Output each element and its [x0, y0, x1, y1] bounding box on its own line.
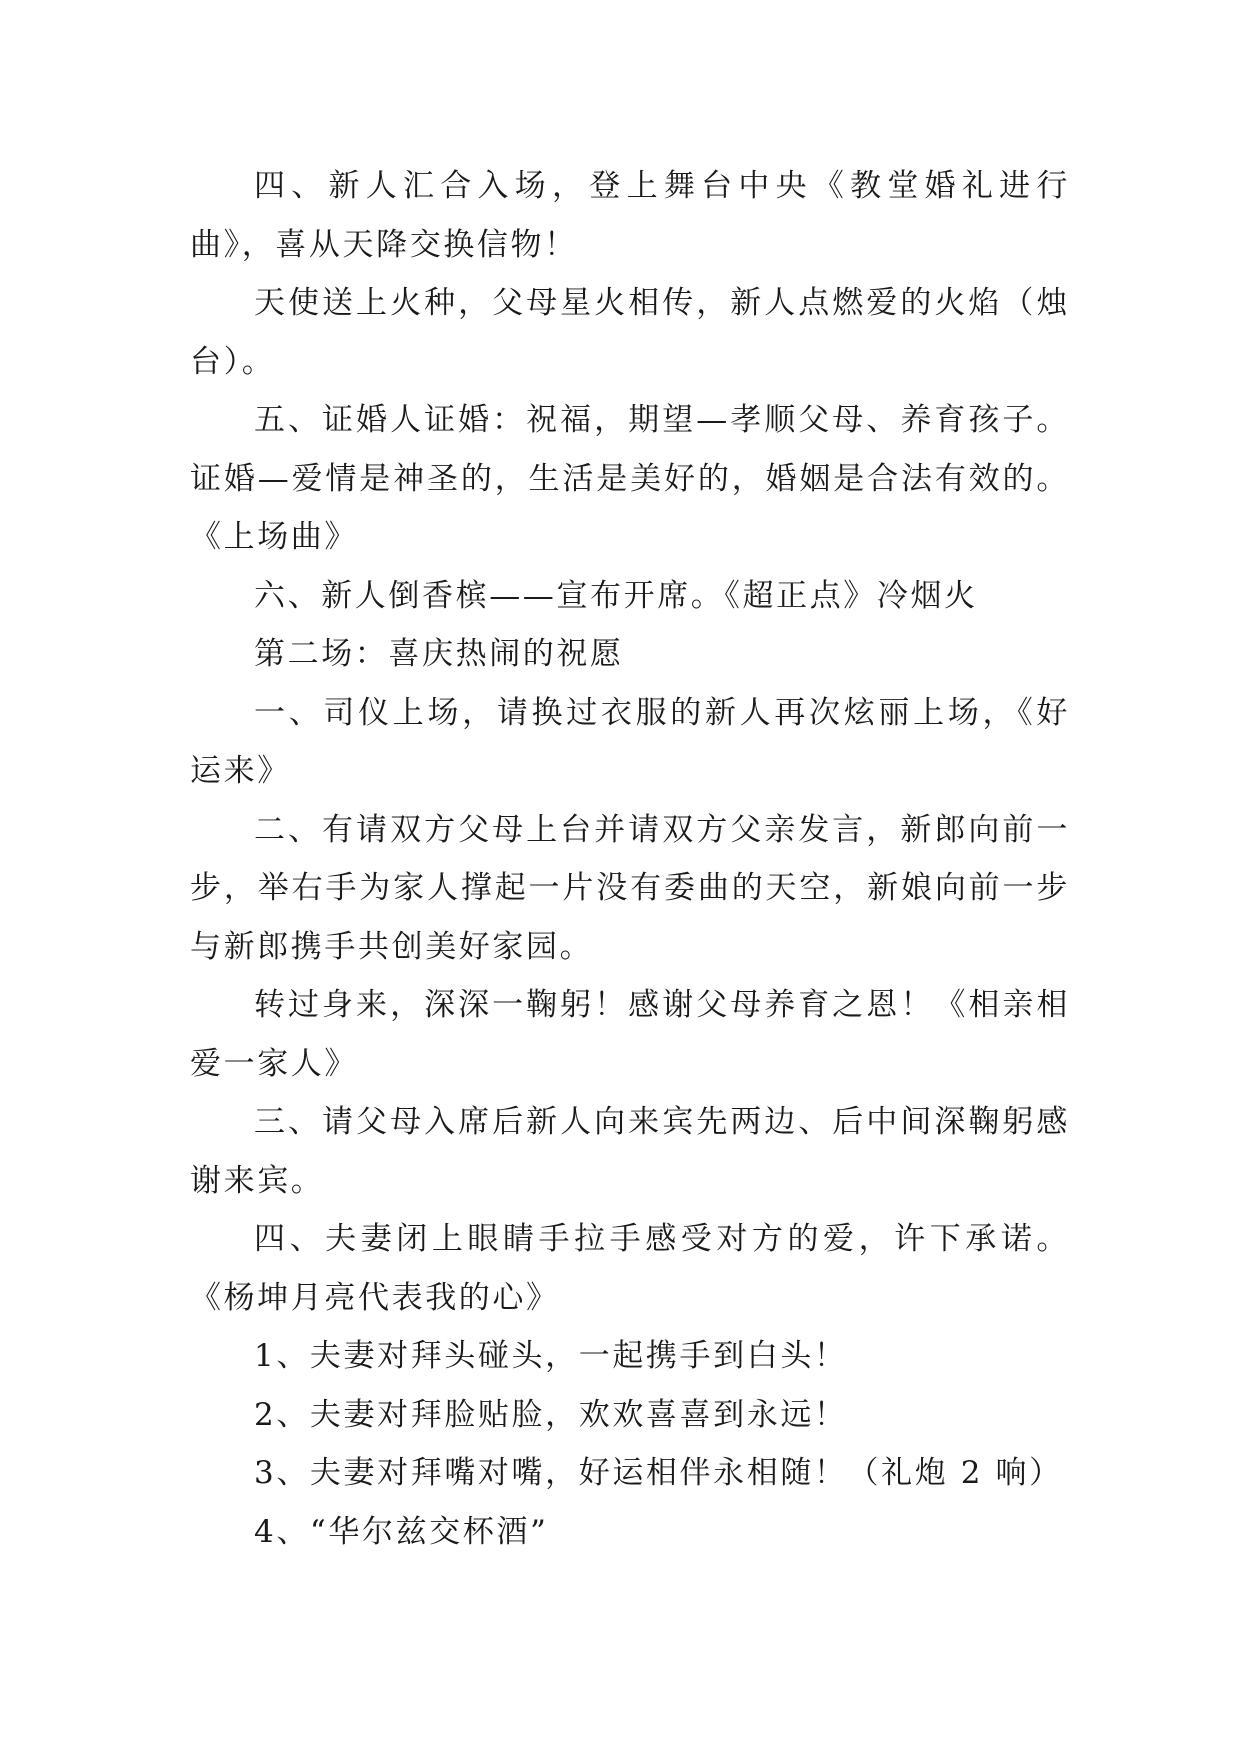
paragraph: 一、司仪上场，请换过衣服的新人再次炫丽上场，《好运来》: [190, 694, 1070, 789]
paragraph: 四、夫妻闭上眼睛手拉手感受对方的爱，许下承诺。《杨坤月亮代表我的心》: [190, 1221, 1070, 1316]
section-heading: 第二场：喜庆热闹的祝愿: [254, 636, 624, 672]
list-item: 4、“华尔兹交杯酒”: [254, 1513, 549, 1550]
paragraph: 二、有请双方父母上台并请双方父亲发言，新郎向前一步，举右手为家人撑起一片没有委曲的天空，新娘向前一步与新郎携手共创美好家园。: [190, 811, 1070, 965]
paragraph: 四、新人汇合入场，登上舞台中央《教堂婚礼进行曲》，喜从天降交换信物！: [190, 168, 1070, 263]
paragraph: 三、请父母入席后新人向来宾先两边、后中间深鞠躬感谢来宾。: [190, 1104, 1070, 1199]
list-item: 3、夫妻对拜嘴对嘴，好运相伴永相随！（礼炮 2 响）: [254, 1455, 1063, 1491]
paragraph: 转过身来，深深一鞠躬！感谢父母养育之恩！《相亲相爱一家人》: [190, 987, 1070, 1082]
paragraph: 天使送上火种，父母星火相传，新人点燃爱的火焰（烛台）。: [190, 285, 1070, 380]
list-item: 1、夫妻对拜头碰头，一起携手到白头！: [254, 1338, 848, 1374]
paragraph: 五、证婚人证婚：祝福，期望—孝顺父母、养育孩子。证婚—爱情是神圣的，生活是美好的，婚姻是合法有效的。《上场曲》: [190, 402, 1070, 555]
list-item: 2、夫妻对拜脸贴脸，欢欢喜喜到永远！: [254, 1396, 848, 1433]
document-body: [190, 157, 1070, 1561]
paragraph: 六、新人倒香槟——宣布开席。《超正点》冷烟火: [254, 577, 978, 614]
